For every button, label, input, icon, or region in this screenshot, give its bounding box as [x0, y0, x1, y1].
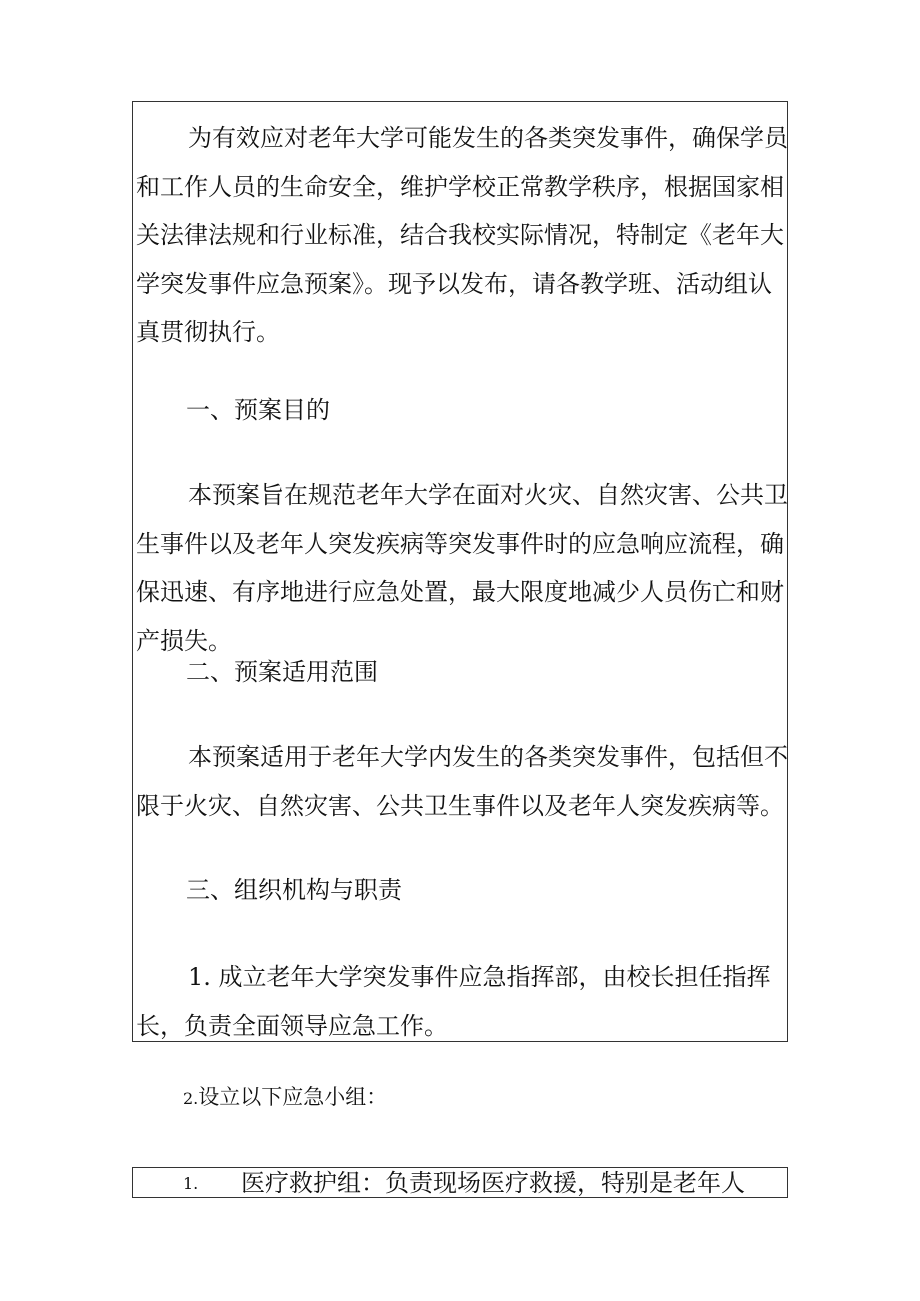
intro-paragraph: 为有效应对老年大学可能发生的各类突发事件，确保学员和工作人员的生命安全，维护学校正常教学秩序，根据国家相关法律法规和行业标准，结合我校实际情况，特制定《老年大学突发事件应急预案》。现予以发布，请各教学班、活动组认真贯彻执行。 [136, 124, 788, 346]
section2-body: 本预案适用于老年大学内发生的各类突发事件，包括但不限于火灾、自然灾害、公共卫生事件以及老年人突发疾病等。 [136, 743, 788, 820]
section2-heading: 二、预案适用范围 [186, 658, 378, 686]
list-item-text: 医疗救护组：负责现场医疗救援，特别是老年人 [241, 1169, 745, 1197]
list-item [132, 1167, 788, 1198]
section3-item2 [183, 1082, 387, 1114]
list-item-number: 1. [183, 1174, 199, 1193]
section3-item2-number: 2. [183, 1089, 199, 1108]
section3-item2-text: 设立以下应急小组： [198, 1085, 388, 1109]
section3-heading: 三、组织机构与职责 [186, 876, 402, 904]
section3-item1: 1. 成立老年大学突发事件应急指挥部，由校长担任指挥长，负责全面领导应急工作。 [136, 963, 771, 1040]
section1-heading: 一、预案目的 [186, 396, 330, 424]
section1-body: 本预案旨在规范老年大学在面对火灾、自然灾害、公共卫生事件以及老年人突发疾病等突发事件时的应急响应流程，确保迅速、有序地进行应急处置，最大限度地减少人员伤亡和财产损失。 [136, 481, 788, 655]
